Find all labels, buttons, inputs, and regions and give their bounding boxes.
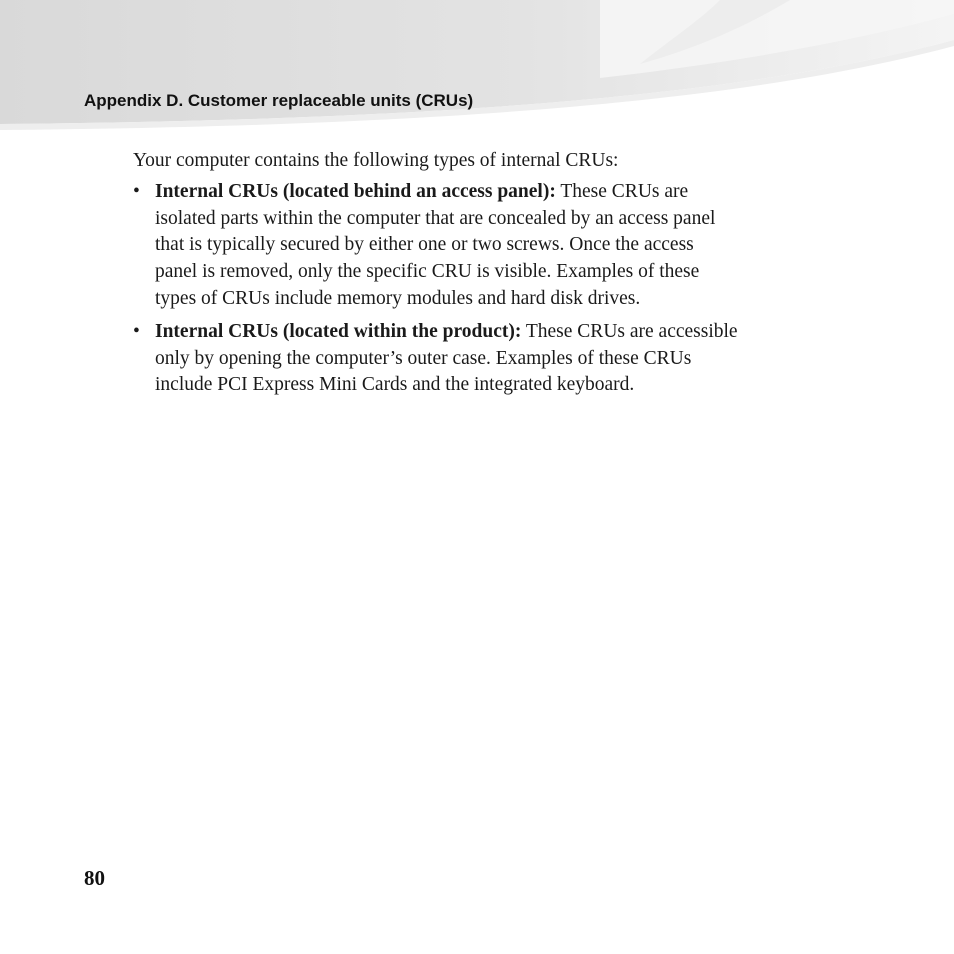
list-item-text: These CRUs are xyxy=(555,180,689,202)
section-title: Appendix D. Customer replaceable units (CRUs) xyxy=(84,91,474,110)
list-item-text-line: isolated parts within the computer that are concealed by an access panel xyxy=(155,207,716,229)
list-item-access-panel-crus xyxy=(133,179,853,313)
list-item-first-line xyxy=(155,319,853,346)
cru-types-list xyxy=(133,179,853,399)
list-item-term: Internal CRUs (located within the product): xyxy=(155,320,522,342)
page-number: 80 xyxy=(84,866,105,890)
page-content xyxy=(133,148,853,405)
list-item-text: These CRUs are accessible xyxy=(521,320,738,342)
header-decorative-band xyxy=(0,0,954,135)
list-item-text-line: types of CRUs include memory modules and hard disk drives. xyxy=(155,287,641,309)
list-item-in-product-crus xyxy=(133,319,853,399)
bullet-icon: • xyxy=(133,180,140,202)
list-item-term: Internal CRUs (located behind an access panel): xyxy=(155,180,556,202)
intro-paragraph: Your computer contains the following types of internal CRUs: xyxy=(133,150,619,171)
header-swoosh-graphic xyxy=(0,0,954,135)
list-item-first-line xyxy=(155,179,853,206)
list-item-text-line: panel is removed, only the specific CRU is visible. Examples of these xyxy=(155,261,700,283)
list-item-text-line: only by opening the computer’s outer case. Examples of these CRUs xyxy=(155,347,692,369)
bullet-icon: • xyxy=(133,320,140,342)
list-item-text-line: that is typically secured by either one or two screws. Once the access xyxy=(155,234,694,256)
list-item-text-line: include PCI Express Mini Cards and the integrated keyboard. xyxy=(155,374,635,396)
